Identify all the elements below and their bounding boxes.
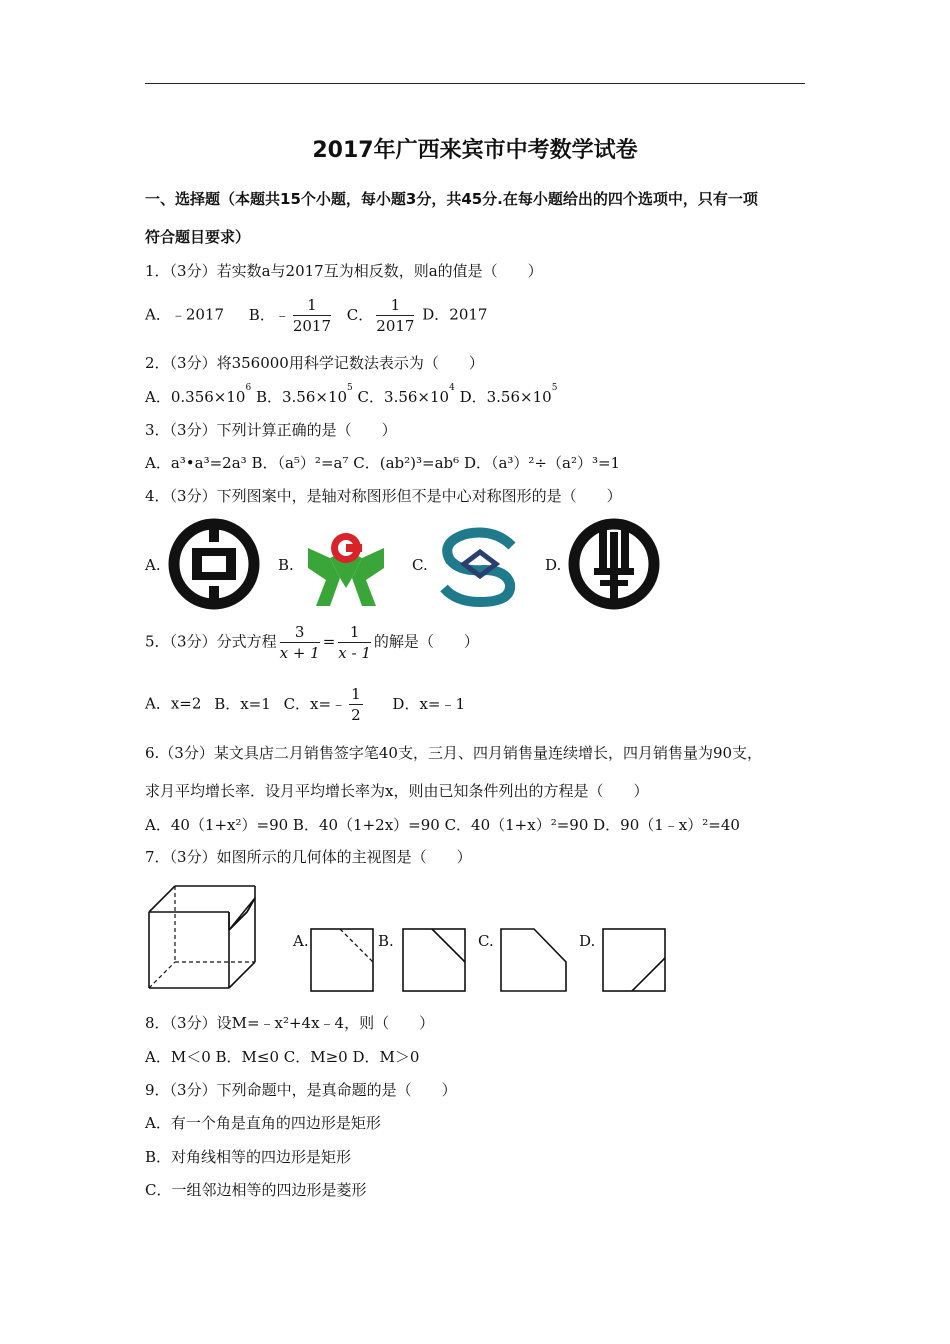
q3-option-a: A．a³•a³=2a³	[145, 454, 247, 472]
q2-stem: 2．（3分）将356000用科学记数法表示为（ ）	[145, 354, 484, 372]
section-heading: 一、选择题（本题共15个小题，每小题3分，共45分.在每小题给出的四个选项中，只有一项	[145, 190, 758, 208]
q5-c-denominator: 2	[351, 706, 361, 724]
q5-stem-suffix: 的解是（ ）	[373, 632, 479, 651]
q3-option-d: D．（a³）²÷（a²）³=1	[463, 454, 621, 472]
q5-stem-prefix: 5．（3分）分式方程	[145, 632, 277, 651]
page-title: 2017年广西来宾市中考数学试卷	[312, 138, 638, 163]
q8-stem: 8．（3分）设M=﹣x²+4x﹣4，则（ ）	[145, 1014, 435, 1032]
industrial-bank-logo-image	[434, 518, 526, 610]
q4-label-b: B.	[278, 556, 294, 574]
q2-d-exponent: 5	[551, 383, 558, 393]
q4-label-a: A.	[145, 556, 161, 574]
q7-view-a-image	[310, 928, 376, 998]
q9-option-c: C．一组邻边相等的四边形是菱形	[145, 1181, 367, 1199]
q1-b-numerator: 1	[293, 295, 331, 316]
q9-stem: 9．（3分）下列命题中，是真命题的是（ ）	[145, 1081, 457, 1099]
q1-option-c-fraction	[376, 295, 414, 336]
q7-label-a: A.	[293, 932, 309, 950]
q1-option-d: D．2017	[422, 305, 488, 324]
q2-option-c: C．3.56×10	[357, 388, 450, 406]
q7-label-b: B.	[378, 932, 394, 950]
q6-options: A．40（1+x²）=90 B．40（1+2x）=90 C．40（1+x）²=90 D．90（1﹣x）²=40	[145, 816, 740, 834]
q5-rhs-denominator: x - 1	[338, 644, 371, 662]
q1-option-b-fraction	[293, 295, 331, 336]
q1-option-c-prefix: C．	[346, 305, 374, 324]
q5-equals: =	[322, 632, 336, 651]
q1-stem: 1．（3分）若实数a与2017互为相反数，则a的值是（ ）	[145, 262, 543, 280]
q7-stem: 7．（3分）如图所示的几何体的主视图是（ ）	[145, 848, 472, 866]
q2-option-b: B．3.56×10	[255, 388, 348, 406]
q2-b-exponent: 5	[347, 383, 353, 393]
q5-option-d: D．x=﹣1	[392, 694, 466, 713]
q2-c-exponent: 4	[449, 383, 455, 393]
q2-option-d: D．3.56×10	[459, 388, 552, 406]
q1-b-denominator: 2017	[292, 317, 332, 335]
q3-options	[145, 452, 620, 473]
q1-option-a: A．﹣2017	[145, 305, 225, 324]
q1-options	[145, 295, 487, 336]
q2-a-exponent: 6	[245, 383, 252, 393]
q9-option-b: B．对角线相等的四边形是矩形	[145, 1148, 352, 1166]
q5-option-c-prefix: C．x=﹣	[283, 694, 347, 713]
q5-rhs-fraction	[338, 622, 371, 663]
top-rule	[145, 83, 805, 84]
q3-option-b: B．（a⁵）²=a⁷	[251, 454, 349, 472]
q4-stem: 4．（3分）下列图案中，是轴对称图形但不是中心对称图形的是（ ）	[145, 487, 622, 505]
q5-c-numerator: 1	[351, 685, 361, 703]
q1-c-numerator: 1	[376, 295, 414, 316]
q5-rhs-numerator: 1	[338, 622, 371, 643]
q3-stem: 3．（3分）下列计算正确的是（ ）	[145, 421, 397, 439]
bank-of-china-logo-image	[168, 518, 260, 610]
q2-options	[145, 383, 558, 407]
q6-stem-line1: 6.（3分）某文具店二月销售签字笔40支，三月、四月销售量连续增长，四月销售量为90支，	[145, 744, 763, 762]
q5-option-c-fraction	[349, 684, 363, 725]
q7-view-c-image	[500, 928, 568, 998]
q7-label-c: C.	[478, 932, 494, 950]
q7-solid-figure-image	[143, 880, 273, 998]
q7-view-b-image	[402, 928, 468, 998]
q5-options	[145, 684, 465, 725]
q4-label-d: D.	[545, 556, 562, 574]
agricultural-bank-logo-image	[568, 518, 660, 610]
q1-option-b-prefix: B．﹣	[248, 305, 290, 324]
q4-label-c: C.	[412, 556, 428, 574]
rural-credit-logo-image	[300, 518, 392, 610]
q1-c-denominator: 2017	[376, 317, 415, 335]
q5-lhs-fraction	[280, 622, 320, 663]
q5-stem	[145, 622, 479, 663]
q7-label-d: D.	[579, 932, 596, 950]
q9-option-a: A．有一个角是直角的四边形是矩形	[145, 1114, 381, 1132]
section-heading-cont: 符合题目要求）	[145, 228, 251, 246]
q5-lhs-denominator: x + 1	[279, 644, 320, 662]
q5-option-a: A．x=2	[145, 694, 202, 713]
q2-option-a: A．0.356×10	[145, 388, 246, 406]
q3-option-c: C．(ab²)³=ab⁶	[353, 454, 460, 472]
q5-lhs-numerator: 3	[280, 622, 320, 643]
q7-view-d-image	[602, 928, 668, 998]
q8-options: A．M＜0 B．M≤0 C．M≥0 D．M＞0	[145, 1048, 420, 1066]
q5-option-b: B．x=1	[214, 694, 271, 713]
q6-stem-line2: 求月平均增长率．设月平均增长率为x，则由已知条件列出的方程是（ ）	[145, 782, 649, 800]
